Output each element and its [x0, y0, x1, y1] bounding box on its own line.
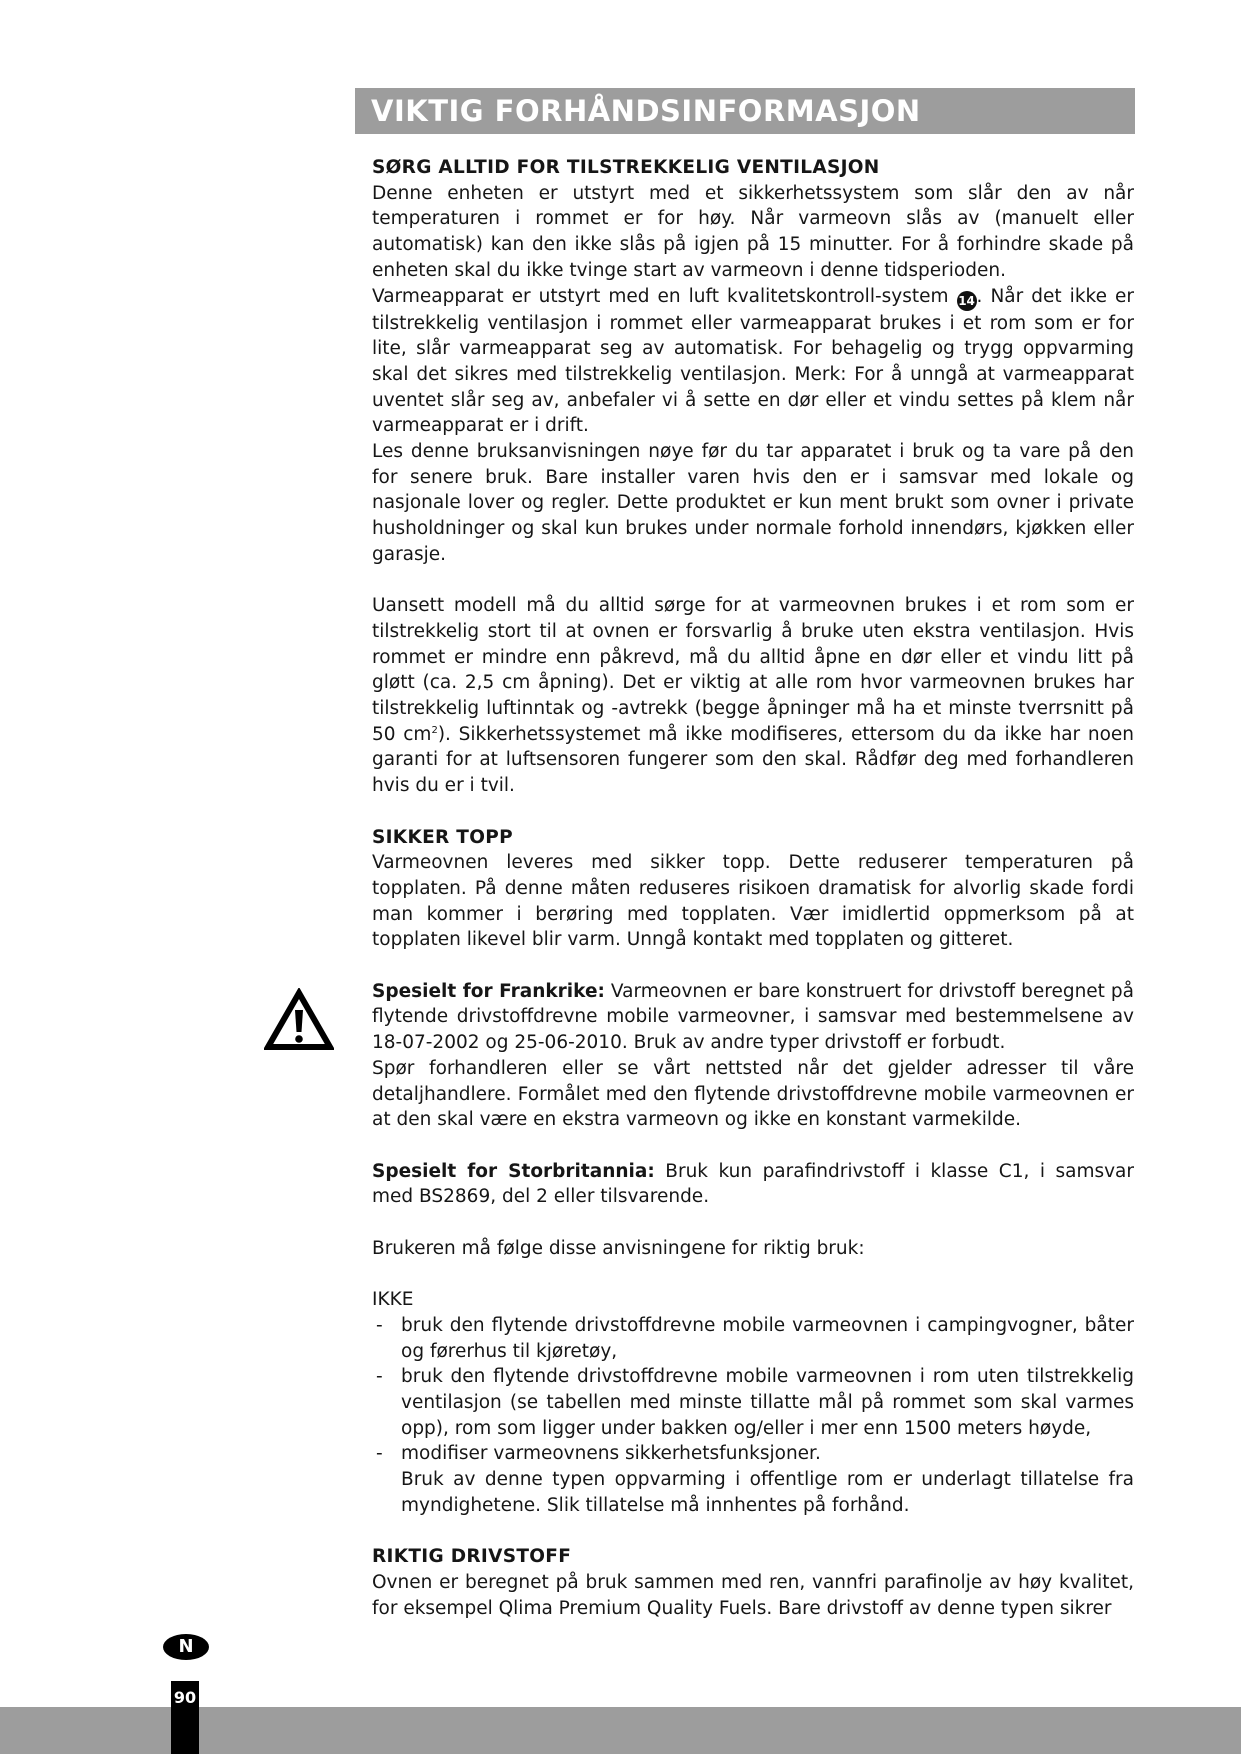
section-heading-fuel: RIKTIG DRIVSTOFF: [372, 1546, 572, 1568]
paragraph: Varmeovnen leveres med sikker topp. Dette reduserer temperaturen på topplaten. På denne måten reduseres risikoen dramatisk for alvorlig skade fordi man kommer i berøring med topplaten. Vær imidlertid oppmerksom på at topplaten likevel blir varm. Unngå kontakt med topplaten og gitteret.: [372, 852, 1134, 951]
paragraph: Denne enheten er utstyrt med et sikkerhetssystem som slår den av når temperaturen i rommet er for høy. Når varmeovn slås av (manuelt eller automatisk) kan den ikke slås på igjen på 15 minutter. For å forhindre skade på enheten skal du ikke tvinge start av varmeovn i denne tidsperioden.: [372, 182, 1134, 281]
list-item: - bruk den flytende drivstoffdrevne mobile varmeovnen i rom uten tilstrekkelig ventilasjon (se tabellen med minste tillatte mål på rommet som skal varmes opp), rom som ligger under bakken og/eller i mer enn 1500 meters høyde,: [372, 1364, 1134, 1441]
page-number: 90: [173, 1688, 197, 1707]
list-item: - modifiser varmeovnens sikkerhetsfunksjoner.: [372, 1441, 1134, 1467]
label-france: Spesielt for Frankrike:: [372, 980, 605, 1002]
language-badge: N: [163, 1634, 209, 1660]
text: Varmeapparat er utstyrt med en luft kvalitetskontroll-system: [372, 285, 949, 307]
page-title: VIKTIG FORHÅNDSINFORMASJON: [371, 94, 921, 128]
paragraph-france: [372, 979, 1134, 1056]
warning-triangle-icon: [264, 988, 334, 1052]
paragraph-uk: [372, 1159, 1134, 1210]
document-body: [372, 155, 1134, 1621]
paragraph: Ovnen er beregnet på bruk sammen med ren, vannfri parafinolje av høy kvalitet, for eksempel Qlima Premium Quality Fuels. Bare drivstoff av denne typen sikrer: [372, 1571, 1134, 1619]
text: Varmeovnen er bare konstruert for drivstoff beregnet på flytende drivstoffdrevne mobile varmeovner, i samsvar med bestemmelsene av 18-07-2002 og 25-06-2010. Bruk av andre typer drivstoff er forbudt.: [372, 980, 1134, 1054]
text: . Når det ikke er tilstrekkelig ventilasjon i rommet eller varmeapparat brukes i et rom som er for lite, slår varmeapparat seg av automatisk. For behagelig og trygg oppvarming skal det sikres med tilstrekkelig ventilasjon. Merk: For å unngå at varmeapparat uventet slår seg av, anbefaler vi å sette en dør eller et vindu settes på klem når varmeapparat er i drift.: [372, 285, 1134, 437]
section-heading-ventilation: SØRG ALLTID FOR TILSTREKKELIG VENTILASJON: [372, 157, 880, 178]
page-number-tab: [171, 1681, 199, 1754]
paragraph: Brukeren må følge disse anvisningene for riktig bruk:: [372, 1237, 865, 1259]
prohibited-list: [372, 1313, 1134, 1467]
paragraph: Bruk av denne typen oppvarming i offentlige rom er underlagt tillatelse fra myndighetene. Slik tillatelse må innhentes på forhånd.: [401, 1469, 1134, 1516]
reference-marker: 14: [957, 291, 977, 311]
list-item: - bruk den flytende drivstoffdrevne mobile varmeovnen i campingvogner, båter og førerhus til kjøretøy,: [372, 1313, 1134, 1364]
paragraph: Spør forhandleren eller se vårt nettsted når det gjelder adresser til våre detaljhandlere. Formålet med den flytende drivstoffdrevne mobile varmeovnen er at den skal være en ekstra varmeovn og ikke en konstant varmekilde.: [372, 1057, 1134, 1131]
text: Uansett modell må du alltid sørge for at varmeovnen brukes i et rom som er tilstrekkelig stort til at ovnen er forsvarlig å bruke uten ekstra ventilasjon. Hvis rommet er mindre enn påkrevd, må du alltid åpne en dør eller et vindu litt på gløtt (ca. 2,5 cm åpning). Det er viktig at alle rom hvor varmeovnen brukes har tilstrekkelig luftinntak og -avtrekk (begge åpninger må ha et minste tverrsnitt på 50 cm: [372, 595, 1134, 745]
section-heading-safe-top: SIKKER TOPP: [372, 826, 513, 848]
ikke-label: IKKE: [372, 1289, 414, 1311]
paragraph: [372, 284, 1134, 440]
label-uk: Spesielt for Storbritannia:: [372, 1160, 655, 1182]
text: ). Sikkerhetssystemet må ikke modifiseres, ettersom du da ikke har noen garanti for at luftsensoren fungerer som den skal. Rådfør deg med forhandleren hvis du er i tvil.: [372, 723, 1134, 797]
title-banner: [355, 88, 1135, 134]
paragraph: Les denne bruksanvisningen nøye før du tar apparatet i bruk og ta vare på den for senere bruk. Bare installer varen hvis den er i samsvar med lokale og nasjonale lover og regler. Dette produktet er kun ment brukt som ovner i private husholdninger og skal kun brukes under normale forhold innendørs, kjøkken eller garasje.: [372, 441, 1134, 565]
superscript: 2: [431, 724, 438, 736]
paragraph: [372, 593, 1134, 799]
text: Bruk kun parafindrivstoff i klasse C1, i samsvar med BS2869, del 2 eller tilsvarende.: [372, 1160, 1134, 1208]
